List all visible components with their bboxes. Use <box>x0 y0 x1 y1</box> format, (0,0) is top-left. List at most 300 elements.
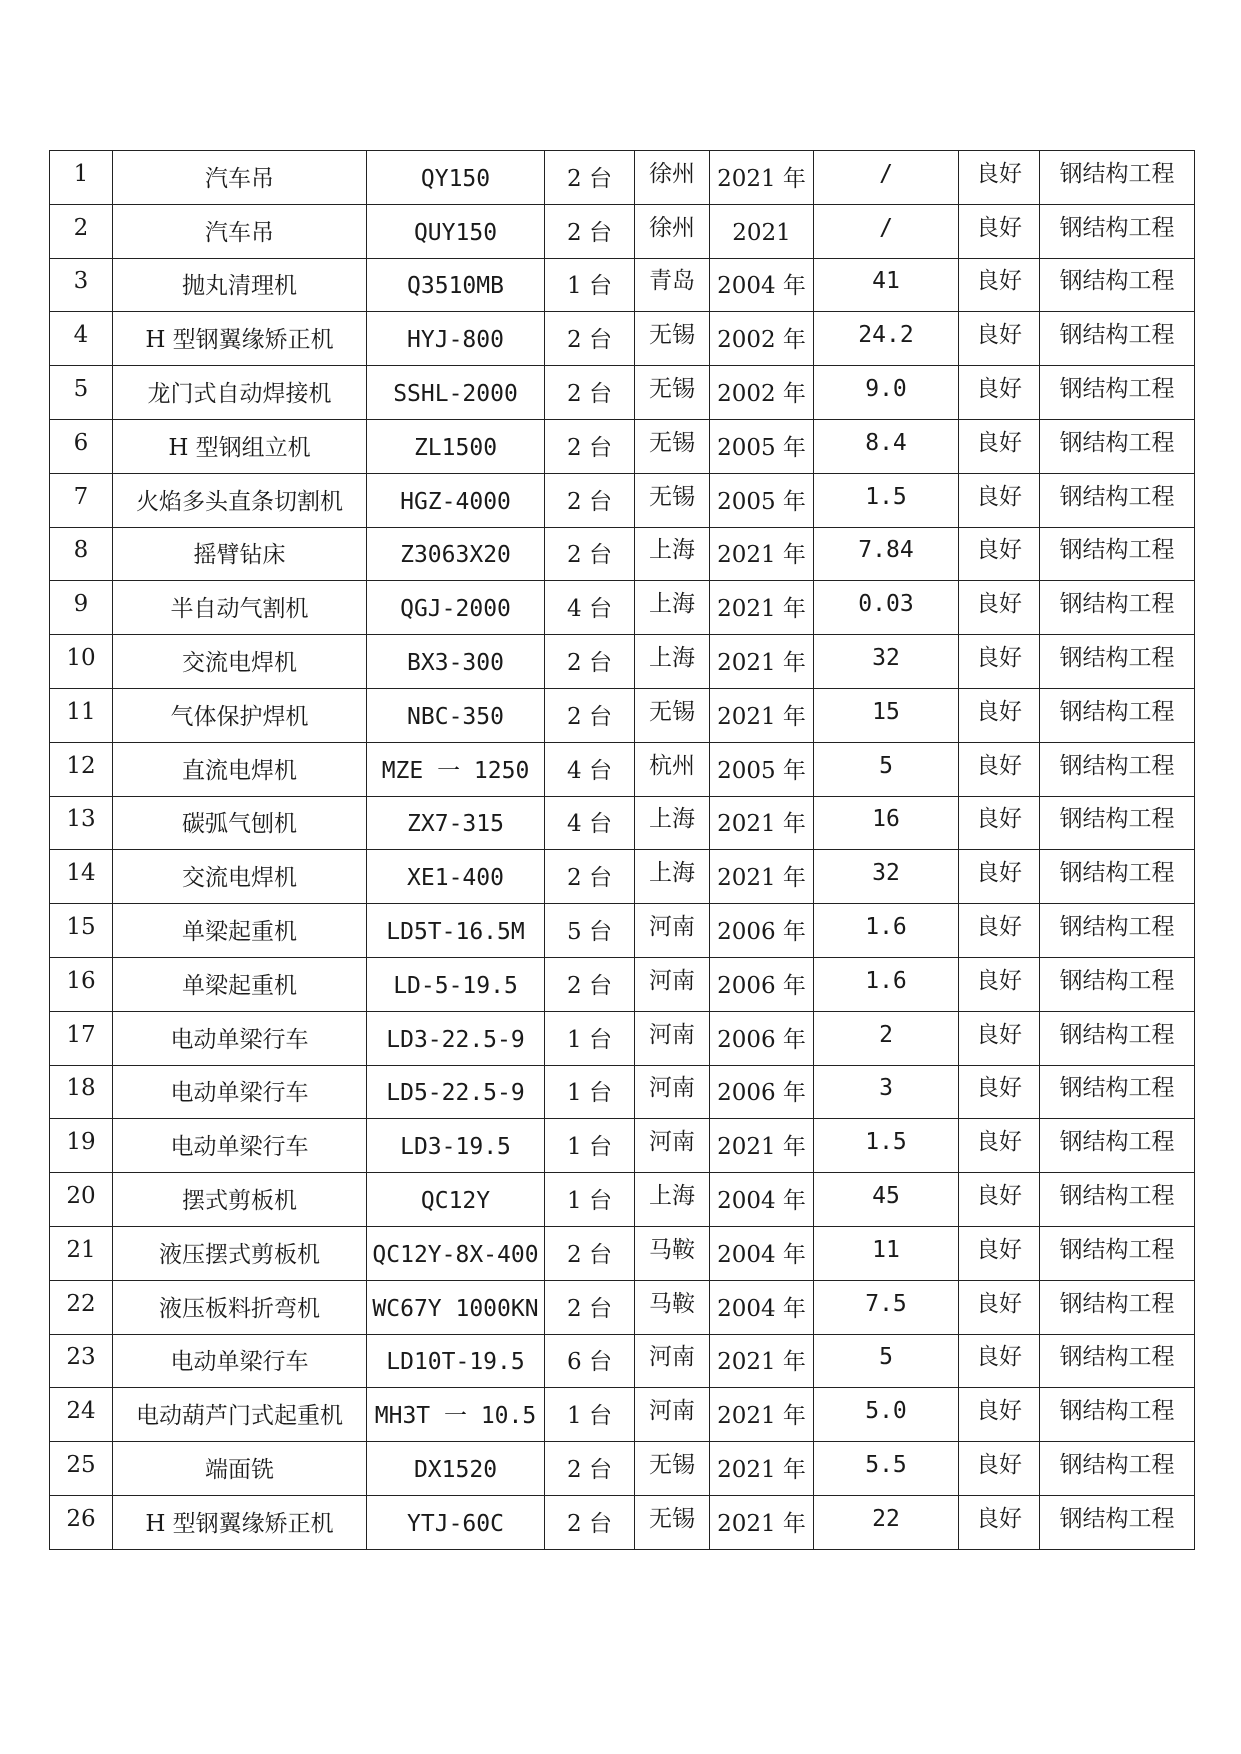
cell-power-text: 32 <box>872 860 900 887</box>
cell-power <box>814 1495 959 1549</box>
cell-usage-text: 钢结构工程 <box>1059 322 1175 349</box>
table-row <box>50 312 1195 366</box>
cell-power-text: 1.5 <box>865 1129 907 1156</box>
cell-origin-text: 上海 <box>649 1183 695 1210</box>
cell-usage-text: 钢结构工程 <box>1059 1129 1175 1156</box>
cell-year-text: 2021 年 <box>717 165 806 192</box>
cell-model-text: LD5T-16.5M <box>386 919 525 946</box>
cell-model-text: QC12Y <box>420 1188 491 1215</box>
cell-power-text: 41 <box>872 268 900 295</box>
cell-number-text: 2 <box>73 214 89 241</box>
table-row <box>50 688 1195 742</box>
cell-origin <box>635 1011 710 1065</box>
table-row <box>50 1173 1195 1227</box>
cell-condition <box>959 1334 1040 1388</box>
cell-model-text: DX1520 <box>413 1457 498 1484</box>
cell-usage <box>1040 312 1195 366</box>
cell-origin <box>635 1442 710 1496</box>
cell-year <box>710 1495 814 1549</box>
cell-equipment-name <box>113 473 367 527</box>
cell-year <box>710 1280 814 1334</box>
cell-quantity-text: 1 台 <box>567 1134 612 1161</box>
cell-number-text: 14 <box>66 860 96 887</box>
cell-equipment-name-text: 交流电焊机 <box>182 865 297 892</box>
cell-usage <box>1040 904 1195 958</box>
cell-model-text: SSHL-2000 <box>393 381 518 408</box>
cell-year <box>710 204 814 258</box>
cell-usage <box>1040 1442 1195 1496</box>
cell-condition <box>959 796 1040 850</box>
cell-number-text: 22 <box>66 1290 96 1317</box>
cell-origin <box>635 796 710 850</box>
cell-condition <box>959 527 1040 581</box>
cell-condition-text: 良好 <box>976 752 1022 779</box>
cell-usage <box>1040 1065 1195 1119</box>
cell-number <box>50 1119 113 1173</box>
table-row <box>50 473 1195 527</box>
cell-origin-text: 徐州 <box>649 214 695 241</box>
table-row <box>50 1065 1195 1119</box>
cell-year <box>710 904 814 958</box>
cell-quantity-text: 2 台 <box>567 865 612 892</box>
cell-usage <box>1040 1334 1195 1388</box>
cell-power-text: 11 <box>872 1236 900 1263</box>
cell-usage-text: 钢结构工程 <box>1059 1290 1175 1317</box>
cell-condition-text: 良好 <box>976 1021 1022 1048</box>
cell-equipment-name <box>113 204 367 258</box>
cell-equipment-name <box>113 1334 367 1388</box>
cell-year <box>710 1226 814 1280</box>
table-row <box>50 1011 1195 1065</box>
cell-origin-text: 无锡 <box>649 376 695 403</box>
table-row <box>50 742 1195 796</box>
cell-condition <box>959 1388 1040 1442</box>
cell-number-text: 17 <box>66 1021 96 1048</box>
cell-condition-text: 良好 <box>976 1129 1022 1156</box>
cell-year <box>710 527 814 581</box>
cell-year-text: 2004 年 <box>717 1241 806 1268</box>
cell-model <box>367 1226 545 1280</box>
cell-power <box>814 1173 959 1227</box>
cell-equipment-name-text: 电动单梁行车 <box>170 1349 309 1376</box>
cell-year <box>710 473 814 527</box>
cell-power <box>814 204 959 258</box>
cell-condition-text: 良好 <box>976 860 1022 887</box>
cell-power-text: 5.0 <box>865 1398 907 1425</box>
cell-condition-text: 良好 <box>976 806 1022 833</box>
cell-condition <box>959 742 1040 796</box>
cell-equipment-name-text: 气体保护焊机 <box>170 703 309 730</box>
cell-quantity <box>545 419 635 473</box>
cell-quantity <box>545 1119 635 1173</box>
cell-model-text: YTJ-60C <box>407 1510 504 1537</box>
cell-power-text: 16 <box>872 806 900 833</box>
cell-condition <box>959 258 1040 312</box>
table-row <box>50 581 1195 635</box>
cell-number <box>50 1442 113 1496</box>
cell-usage <box>1040 473 1195 527</box>
cell-equipment-name <box>113 796 367 850</box>
cell-model-text: LD-5-19.5 <box>393 972 518 999</box>
cell-year-text: 2006 年 <box>717 1026 806 1053</box>
cell-model-text: HYJ-800 <box>407 327 504 354</box>
table-row <box>50 1119 1195 1173</box>
cell-number-text: 18 <box>66 1075 96 1102</box>
cell-year-text: 2021 年 <box>717 1457 806 1484</box>
cell-equipment-name-text: 直流电焊机 <box>182 757 297 784</box>
cell-quantity <box>545 1495 635 1549</box>
cell-usage <box>1040 1280 1195 1334</box>
cell-equipment-name-text: 龙门式自动焊接机 <box>147 381 332 408</box>
cell-year-text: 2002 年 <box>717 327 806 354</box>
cell-number <box>50 366 113 420</box>
table-row <box>50 258 1195 312</box>
cell-number-text: 12 <box>66 752 96 779</box>
cell-year-text: 2005 年 <box>717 757 806 784</box>
cell-origin <box>635 204 710 258</box>
cell-quantity <box>545 473 635 527</box>
cell-year <box>710 957 814 1011</box>
cell-quantity-text: 2 台 <box>567 165 612 192</box>
cell-year-text: 2004 年 <box>717 1188 806 1215</box>
cell-number-text: 25 <box>66 1452 96 1479</box>
cell-usage-text: 钢结构工程 <box>1059 645 1175 672</box>
cell-origin-text: 无锡 <box>649 322 695 349</box>
cell-number <box>50 742 113 796</box>
cell-equipment-name <box>113 1495 367 1549</box>
cell-equipment-name <box>113 957 367 1011</box>
cell-equipment-name-text: H 型钢翼缘矫正机 <box>145 1510 334 1537</box>
cell-usage-text: 钢结构工程 <box>1059 376 1175 403</box>
cell-condition-text: 良好 <box>976 483 1022 510</box>
cell-model-text: BX3-300 <box>407 650 504 677</box>
cell-quantity-text: 2 台 <box>567 703 612 730</box>
cell-number <box>50 581 113 635</box>
cell-origin <box>635 366 710 420</box>
cell-model-text: LD3-19.5 <box>400 1134 511 1161</box>
cell-usage <box>1040 581 1195 635</box>
cell-origin-text: 上海 <box>649 537 695 564</box>
cell-origin-text: 河南 <box>649 1129 695 1156</box>
cell-origin-text: 上海 <box>649 806 695 833</box>
cell-year <box>710 1119 814 1173</box>
cell-quantity-text: 6 台 <box>567 1349 612 1376</box>
cell-power-text: 5 <box>879 1344 893 1371</box>
cell-number-text: 4 <box>73 322 89 349</box>
cell-condition <box>959 635 1040 689</box>
cell-power <box>814 957 959 1011</box>
cell-model <box>367 635 545 689</box>
cell-number <box>50 1280 113 1334</box>
cell-equipment-name-text: 汽车吊 <box>205 165 274 192</box>
cell-number-text: 6 <box>73 429 89 456</box>
cell-usage <box>1040 1011 1195 1065</box>
cell-condition <box>959 1280 1040 1334</box>
cell-usage <box>1040 957 1195 1011</box>
cell-number-text: 13 <box>66 806 96 833</box>
cell-condition-text: 良好 <box>976 1236 1022 1263</box>
cell-quantity <box>545 904 635 958</box>
cell-usage-text: 钢结构工程 <box>1059 752 1175 779</box>
cell-power <box>814 1280 959 1334</box>
cell-power-text: 3 <box>879 1075 893 1102</box>
cell-origin <box>635 1388 710 1442</box>
cell-equipment-name-text: H 型钢组立机 <box>168 434 311 461</box>
cell-usage-text: 钢结构工程 <box>1059 698 1175 725</box>
cell-power-text: 7.84 <box>858 537 914 564</box>
cell-model <box>367 258 545 312</box>
cell-power <box>814 1119 959 1173</box>
table-row <box>50 850 1195 904</box>
cell-model-text: HGZ-4000 <box>400 488 511 515</box>
cell-origin <box>635 581 710 635</box>
cell-model-text: Z3063X20 <box>400 542 511 569</box>
cell-number <box>50 904 113 958</box>
cell-equipment-name <box>113 688 367 742</box>
cell-condition <box>959 151 1040 205</box>
cell-origin <box>635 1119 710 1173</box>
cell-condition-text: 良好 <box>976 645 1022 672</box>
table-row <box>50 904 1195 958</box>
cell-origin <box>635 688 710 742</box>
cell-number-text: 19 <box>66 1129 96 1156</box>
cell-usage <box>1040 1173 1195 1227</box>
cell-condition <box>959 850 1040 904</box>
cell-power-text: 0.03 <box>858 591 914 618</box>
cell-equipment-name-text: 碳弧气刨机 <box>182 811 297 838</box>
cell-power <box>814 1442 959 1496</box>
cell-power <box>814 151 959 205</box>
cell-year-text: 2021 年 <box>717 650 806 677</box>
cell-quantity-text: 2 台 <box>567 1457 612 1484</box>
cell-origin <box>635 151 710 205</box>
cell-condition-text: 良好 <box>976 160 1022 187</box>
cell-model <box>367 1280 545 1334</box>
cell-year-text: 2021 年 <box>717 811 806 838</box>
cell-power <box>814 1334 959 1388</box>
cell-model <box>367 1011 545 1065</box>
equipment-table-body <box>50 151 1195 1550</box>
cell-usage <box>1040 796 1195 850</box>
cell-origin-text: 上海 <box>649 860 695 887</box>
cell-quantity-text: 2 台 <box>567 1295 612 1322</box>
cell-equipment-name <box>113 1065 367 1119</box>
cell-usage <box>1040 204 1195 258</box>
cell-equipment-name <box>113 1226 367 1280</box>
cell-number-text: 16 <box>66 967 96 994</box>
cell-model <box>367 366 545 420</box>
cell-condition <box>959 1119 1040 1173</box>
cell-model-text: MZE 一 1250 <box>381 757 530 784</box>
cell-usage <box>1040 366 1195 420</box>
cell-equipment-name-text: 电动葫芦门式起重机 <box>136 1403 343 1430</box>
cell-usage <box>1040 1119 1195 1173</box>
cell-year <box>710 742 814 796</box>
table-row <box>50 1388 1195 1442</box>
cell-equipment-name-text: 摆式剪板机 <box>182 1188 297 1215</box>
cell-model-text: XE1-400 <box>407 865 504 892</box>
cell-equipment-name <box>113 850 367 904</box>
cell-model <box>367 527 545 581</box>
cell-power <box>814 742 959 796</box>
cell-equipment-name-text: 电动单梁行车 <box>170 1134 309 1161</box>
cell-number <box>50 1226 113 1280</box>
cell-origin-text: 河南 <box>649 1398 695 1425</box>
cell-power-text: / <box>879 160 893 187</box>
cell-number-text: 8 <box>73 537 89 564</box>
cell-number <box>50 688 113 742</box>
table-row <box>50 527 1195 581</box>
cell-year-text: 2005 年 <box>717 434 806 461</box>
cell-power-text: 9.0 <box>865 376 907 403</box>
cell-model-text: Q3510MB <box>407 273 504 300</box>
table-row <box>50 419 1195 473</box>
cell-year-text: 2021 年 <box>717 703 806 730</box>
cell-power-text: 45 <box>872 1183 900 1210</box>
cell-model <box>367 1119 545 1173</box>
table-row <box>50 1495 1195 1549</box>
cell-origin-text: 河南 <box>649 1344 695 1371</box>
cell-model <box>367 312 545 366</box>
cell-number-text: 21 <box>66 1236 96 1263</box>
cell-quantity-text: 2 台 <box>567 1241 612 1268</box>
cell-model-text: QY150 <box>420 165 491 192</box>
cell-origin <box>635 850 710 904</box>
cell-year-text: 2021 年 <box>717 1134 806 1161</box>
cell-equipment-name-text: 电动单梁行车 <box>170 1080 309 1107</box>
cell-usage-text: 钢结构工程 <box>1059 1021 1175 1048</box>
cell-condition-text: 良好 <box>976 1452 1022 1479</box>
cell-quantity-text: 2 台 <box>567 972 612 999</box>
cell-equipment-name-text: 液压摆式剪板机 <box>159 1241 320 1268</box>
cell-quantity-text: 2 台 <box>567 327 612 354</box>
cell-quantity <box>545 850 635 904</box>
cell-origin <box>635 1173 710 1227</box>
cell-equipment-name <box>113 1173 367 1227</box>
cell-condition-text: 良好 <box>976 1344 1022 1371</box>
cell-equipment-name-text: 单梁起重机 <box>182 919 297 946</box>
cell-model <box>367 796 545 850</box>
cell-usage-text: 钢结构工程 <box>1059 1452 1175 1479</box>
cell-condition-text: 良好 <box>976 1290 1022 1317</box>
cell-quantity <box>545 1173 635 1227</box>
cell-model <box>367 1065 545 1119</box>
cell-usage-text: 钢结构工程 <box>1059 1344 1175 1371</box>
cell-origin <box>635 1280 710 1334</box>
cell-power <box>814 1226 959 1280</box>
cell-year <box>710 419 814 473</box>
cell-quantity-text: 1 台 <box>567 1026 612 1053</box>
cell-power <box>814 366 959 420</box>
cell-year-text: 2021 年 <box>717 1349 806 1376</box>
cell-quantity <box>545 688 635 742</box>
cell-number <box>50 204 113 258</box>
cell-equipment-name-text: 摇臂钻床 <box>193 542 286 569</box>
cell-condition <box>959 957 1040 1011</box>
cell-quantity <box>545 1226 635 1280</box>
cell-quantity-text: 4 台 <box>567 757 612 784</box>
cell-power <box>814 258 959 312</box>
cell-condition <box>959 473 1040 527</box>
cell-condition <box>959 1173 1040 1227</box>
cell-usage-text: 钢结构工程 <box>1059 860 1175 887</box>
table-row <box>50 366 1195 420</box>
cell-power <box>814 1065 959 1119</box>
cell-year <box>710 850 814 904</box>
cell-power <box>814 904 959 958</box>
cell-number <box>50 635 113 689</box>
cell-usage-text: 钢结构工程 <box>1059 591 1175 618</box>
cell-model <box>367 473 545 527</box>
cell-usage <box>1040 151 1195 205</box>
cell-usage-text: 钢结构工程 <box>1059 1505 1175 1532</box>
cell-year-text: 2021 年 <box>717 542 806 569</box>
cell-equipment-name <box>113 1011 367 1065</box>
cell-origin-text: 河南 <box>649 1021 695 1048</box>
cell-origin-text: 上海 <box>649 645 695 672</box>
cell-power <box>814 688 959 742</box>
cell-origin <box>635 635 710 689</box>
cell-quantity-text: 2 台 <box>567 219 612 246</box>
table-row <box>50 151 1195 205</box>
cell-equipment-name <box>113 419 367 473</box>
cell-quantity-text: 1 台 <box>567 1403 612 1430</box>
cell-condition <box>959 1065 1040 1119</box>
cell-year <box>710 366 814 420</box>
cell-power <box>814 419 959 473</box>
cell-year-text: 2002 年 <box>717 381 806 408</box>
cell-year <box>710 151 814 205</box>
cell-year <box>710 312 814 366</box>
cell-quantity <box>545 312 635 366</box>
cell-model <box>367 1334 545 1388</box>
cell-usage <box>1040 419 1195 473</box>
cell-origin-text: 无锡 <box>649 1505 695 1532</box>
cell-quantity <box>545 581 635 635</box>
cell-power <box>814 527 959 581</box>
cell-origin <box>635 1495 710 1549</box>
cell-usage <box>1040 527 1195 581</box>
cell-model-text: QUY150 <box>413 219 498 246</box>
cell-year <box>710 796 814 850</box>
cell-power <box>814 473 959 527</box>
cell-power-text: 32 <box>872 645 900 672</box>
cell-model-text: LD10T-19.5 <box>386 1349 525 1376</box>
cell-year <box>710 1334 814 1388</box>
cell-model-text: QGJ-2000 <box>400 596 511 623</box>
cell-quantity <box>545 1442 635 1496</box>
cell-power-text: 24.2 <box>858 322 914 349</box>
table-row <box>50 635 1195 689</box>
cell-condition-text: 良好 <box>976 1398 1022 1425</box>
cell-equipment-name-text: 火焰多头直条切割机 <box>136 488 343 515</box>
cell-usage-text: 钢结构工程 <box>1059 967 1175 994</box>
cell-origin <box>635 904 710 958</box>
cell-number-text: 10 <box>66 645 96 672</box>
cell-model <box>367 1495 545 1549</box>
cell-condition-text: 良好 <box>976 376 1022 403</box>
cell-equipment-name <box>113 581 367 635</box>
cell-quantity-text: 5 台 <box>567 919 612 946</box>
cell-number <box>50 473 113 527</box>
cell-condition <box>959 1442 1040 1496</box>
cell-quantity <box>545 742 635 796</box>
cell-number <box>50 1495 113 1549</box>
table-row <box>50 1280 1195 1334</box>
cell-condition <box>959 366 1040 420</box>
cell-year <box>710 1442 814 1496</box>
cell-number-text: 15 <box>66 914 96 941</box>
